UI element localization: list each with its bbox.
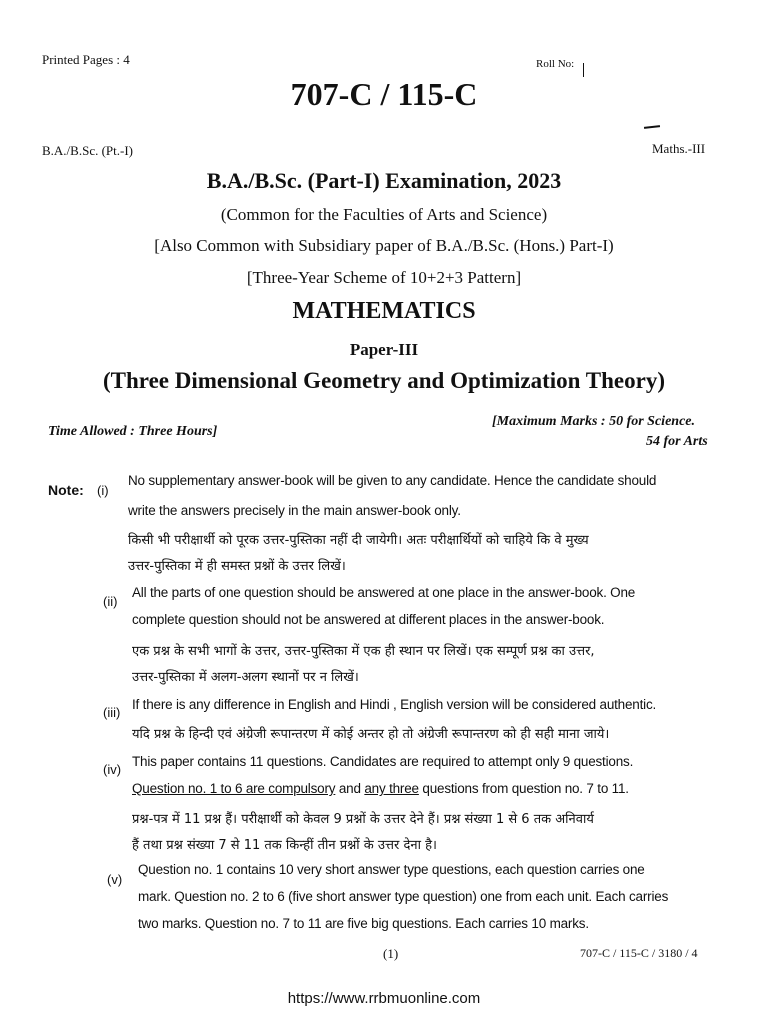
scan-mark	[644, 125, 660, 129]
note-text-en: write the answers precisely in the main answer-book only.	[128, 503, 461, 518]
note-number: (ii)	[103, 594, 118, 609]
roll-no-label: Roll No:	[536, 58, 575, 70]
footer-paper-code: 707-C / 115-C / 3180 / 4	[580, 946, 698, 960]
note-text-hi: उत्तर-पुस्तिका में ही समस्त प्रश्नों के उत्तर लिखें।	[128, 559, 346, 574]
exam-subtitle-faculties: (Common for the Faculties of Arts and Science)	[220, 205, 548, 224]
subject-code-label: Maths.-III	[652, 141, 706, 156]
note-label: Note:	[48, 482, 84, 498]
note-text-en: This paper contains 11 questions. Candidates are required to attempt only 9 questions.	[132, 754, 634, 769]
website-url: https://www.rrbmuonline.com	[287, 990, 481, 1007]
note-text-hi: एक प्रश्न के सभी भागों के उत्तर, उत्तर-पुस्तिका में एक ही स्थान पर लिखें। एक सम्पूर्ण प्रश्न का उत्तर,	[132, 644, 595, 659]
note-number: (iv)	[103, 762, 122, 777]
course-label: B.A./B.Sc. (Pt.-I)	[42, 143, 133, 158]
note-text-en: If there is any difference in English and Hindi , English version will be considered authentic.	[132, 697, 657, 712]
paper-title: (Three Dimensional Geometry and Optimization Theory)	[103, 368, 665, 393]
maximum-marks-arts: 54 for Arts	[646, 434, 708, 449]
subject-title: MATHEMATICS	[292, 298, 476, 324]
exam-subtitle-subsidiary: [Also Common with Subsidiary paper of B.A./B.Sc. (Hons.) Part-I)	[154, 236, 614, 255]
note-text-en-mixed: Question no. 1 to 6 are compulsory and any three questions from question no. 7 to 11.	[132, 781, 629, 796]
note-text-hi: यदि प्रश्न के हिन्दी एवं अंग्रेजी रूपान्तरण में कोई अन्तर हो तो अंग्रेजी रूपान्तरण को ही सही माना जाये।	[132, 727, 610, 742]
note-number: (i)	[97, 483, 109, 498]
note-text-en: No supplementary answer-book will be given to any candidate. Hence the candidate should	[128, 473, 657, 488]
paper-code: 707-C / 115-C	[290, 76, 478, 112]
optional-questions: any three	[364, 781, 419, 796]
maximum-marks-science: [Maximum Marks : 50 for Science.	[492, 414, 695, 429]
note-text-en: mark. Question no. 2 to 6 (five short answer type question) one from each unit. Each carries	[138, 889, 669, 904]
paper-number: Paper-III	[349, 340, 419, 359]
note-text-en: complete question should not be answered at different places in the answer-book.	[132, 612, 605, 627]
page-number: (1)	[383, 946, 399, 961]
printed-pages: Printed Pages : 4	[42, 52, 130, 67]
compulsory-questions: Question no. 1 to 6 are compulsory	[132, 781, 336, 796]
roll-no-mark	[583, 63, 584, 77]
note-text-hi: किसी भी परीक्षार्थी को पूरक उत्तर-पुस्तिका नहीं दी जायेगी। अतः परीक्षार्थियों को चाहिये कि वे मुख्य	[128, 533, 589, 548]
note-text-en: All the parts of one question should be answered at one place in the answer-book. One	[132, 585, 636, 600]
note-text-hi: उत्तर-पुस्तिका में अलग-अलग स्थानों पर न लिखें।	[132, 670, 359, 685]
note-number: (v)	[107, 872, 123, 887]
time-allowed: Time Allowed : Three Hours]	[48, 424, 218, 439]
note-text-hi: प्रश्न-पत्र में 11 प्रश्न हैं। परीक्षार्थी को केवल 9 प्रश्नों के उत्तर देने हैं। प्रश्न संख्या 1 से 6 तक अनिवार्य	[132, 812, 594, 827]
exam-title: B.A./B.Sc. (Part-I) Examination, 2023	[206, 168, 562, 193]
exam-subtitle-scheme: [Three-Year Scheme of 10+2+3 Pattern]	[246, 268, 522, 287]
note-text-en: Question no. 1 contains 10 very short answer type questions, each question carries one	[138, 862, 645, 877]
note-text-en: two marks. Question no. 7 to 11 are five big questions. Each carries 10 marks.	[138, 916, 589, 931]
note-text-hi: हैं तथा प्रश्न संख्या 7 से 11 तक किन्हीं तीन प्रश्नों के उत्तर देना है।	[132, 838, 437, 853]
note-number: (iii)	[103, 705, 121, 720]
